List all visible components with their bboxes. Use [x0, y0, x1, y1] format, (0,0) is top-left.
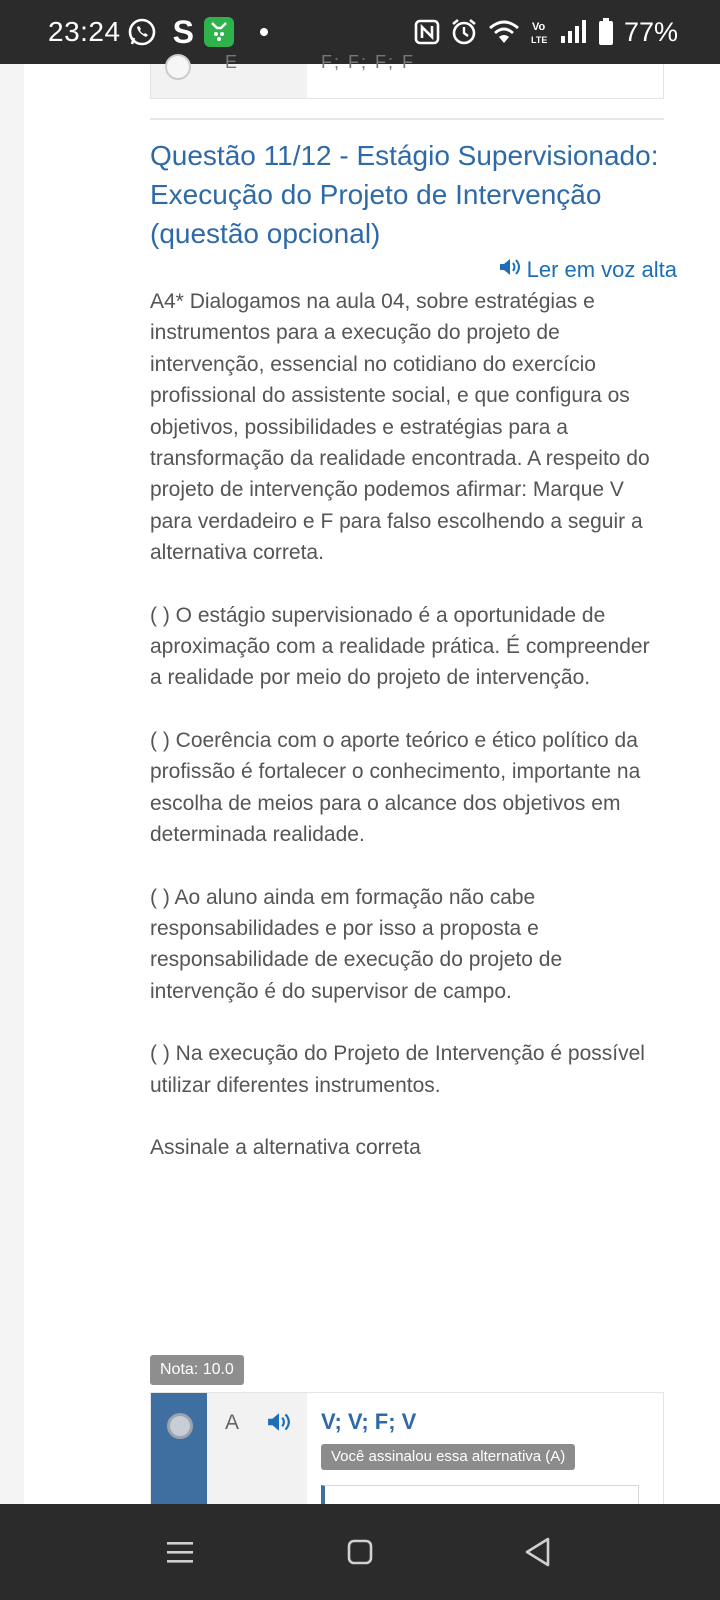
option-letter: A: [225, 1411, 240, 1434]
signal-icon: [560, 19, 588, 45]
question-title: Questão 11/12 - Estágio Supervisionado: Execução do Projeto de Intervenção (questão opcional): [150, 140, 659, 249]
speaker-icon[interactable]: [267, 1411, 291, 1438]
statement-item: ( ) Ao aluno ainda em formação não cabe responsabilidades e por isso a proposta e responsabilidade de execução do projeto de intervenção é do supervisor de campo.: [150, 885, 563, 1003]
statement-item: ( ) O estágio supervisionado é a oportunidade de aproximação com a realidade prática. É compreender a realidade por meio do projeto de intervenção.: [150, 603, 650, 690]
option-text: F; F; F; F: [321, 52, 415, 72]
notification-dot: [260, 28, 268, 36]
back-icon[interactable]: [518, 1534, 558, 1570]
volte-icon: [530, 18, 550, 46]
option-text: V; V; F; V: [321, 1409, 417, 1434]
content-card: [24, 52, 720, 1504]
option-letter: E: [225, 52, 238, 72]
speaker-icon: [499, 257, 521, 283]
statement-item: ( ) Na execução do Projeto de Intervenção é possível utilizar diferentes instrumentos.: [150, 1042, 645, 1097]
svg-text:Vo: Vo: [531, 21, 546, 33]
grade-badge: Nota: 10.0: [150, 1355, 244, 1385]
alarm-icon: [450, 18, 478, 46]
svg-text:LTE: LTE: [530, 35, 548, 45]
radio-button[interactable]: [167, 1413, 193, 1439]
clock: 23:24: [48, 16, 121, 47]
s-app-icon: S: [172, 13, 194, 50]
whatsapp-icon: [127, 17, 157, 47]
radio-button[interactable]: [165, 54, 191, 80]
question-instruction: Assinale a alternativa correta: [150, 1135, 421, 1159]
wifi-icon: [488, 19, 520, 45]
nfc-icon: [414, 19, 440, 45]
answer-option-a[interactable]: [150, 1392, 664, 1504]
previous-answer-option[interactable]: [150, 52, 664, 99]
question-body: [150, 286, 666, 1194]
chosen-answer-badge: Você assinalou essa alternativa (A): [321, 1444, 575, 1470]
question-statement: A4* Dialogamos na aula 04, sobre estratégias e instrumentos para a execução do projeto de intervenção, essencial no cotidiano do exercício profissional do assistente social, e que configura os objetivos, possibilidades e estratégias para a transformação da realidade encontrada. A respeito do projeto de intervenção podemos afirmar: Marque V para verdadeiro e F para falso escolhendo a seguir a alternativa correta.: [150, 290, 650, 565]
battery-percentage: 77%: [623, 16, 678, 47]
read-aloud-link[interactable]: [499, 257, 677, 283]
home-icon[interactable]: [340, 1534, 380, 1570]
battery-icon: [598, 18, 614, 46]
menu-icon[interactable]: [160, 1534, 200, 1570]
divider: [150, 118, 664, 120]
selected-indicator: [151, 1393, 207, 1505]
green-app-icon: [204, 17, 234, 47]
navigation-bar: [0, 1504, 720, 1600]
option-letter-column: [207, 1393, 307, 1505]
web-page[interactable]: [0, 52, 720, 1504]
status-right-icons: [414, 0, 678, 64]
status-left-icons: [127, 14, 268, 51]
read-aloud-label: Ler em voz alta: [526, 257, 677, 282]
statement-item: ( ) Coerência com o aporte teórico e ético político da profissão é fortalecer o conhecimento, importante na escolha de meios para o alcance dos objetivos em determinada realidade.: [150, 728, 641, 847]
